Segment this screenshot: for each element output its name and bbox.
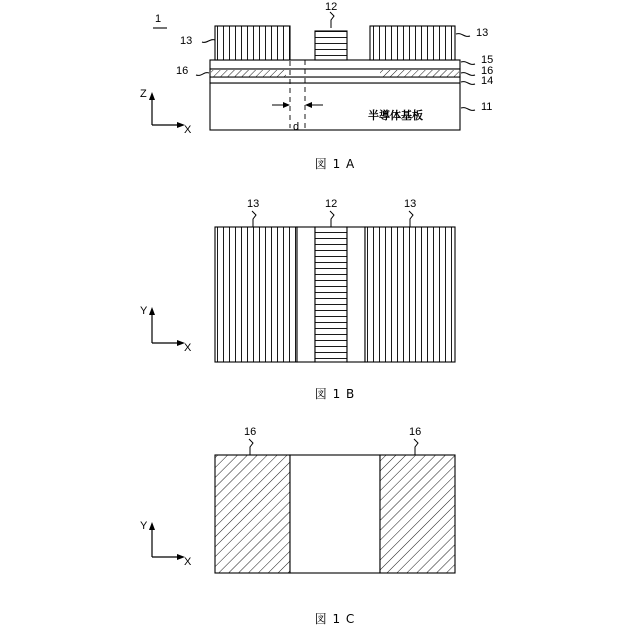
caption-fig1a: 図 1 A xyxy=(314,157,356,171)
figure-1b xyxy=(0,195,640,380)
figure-1a xyxy=(0,0,640,170)
callout-16-right-fig1a: 16 xyxy=(481,65,494,77)
axis-label-y-fig1c: Y xyxy=(140,520,148,532)
callout-14-fig1a: 14 xyxy=(481,75,494,87)
callout-13-left-fig1b: 13 xyxy=(247,198,260,210)
callout-16-left-fig1a: 16 xyxy=(176,65,189,77)
callout-13-left-fig1a: 13 xyxy=(180,35,193,47)
callout-13-right-fig1b: 13 xyxy=(404,198,417,210)
figure-1a-drawing xyxy=(0,0,640,170)
axis-label-z-fig1a: Z xyxy=(140,88,147,100)
axis-label-x-fig1c: X xyxy=(184,556,192,568)
substrate-label: 半導体基板 xyxy=(368,109,423,122)
axis-label-y-fig1b: Y xyxy=(140,305,148,317)
callout-16-left-fig1c: 16 xyxy=(244,426,257,438)
axis-label-x-fig1a: X xyxy=(184,124,192,136)
dimension-label-d: d xyxy=(293,121,300,133)
callout-13-right-fig1a: 13 xyxy=(476,27,489,39)
callout-15-fig1a: 15 xyxy=(481,54,494,66)
callout-11-fig1a: 11 xyxy=(481,101,493,113)
callout-12-fig1b: 12 xyxy=(325,198,338,210)
figure-1c xyxy=(0,425,640,605)
figure-1b-drawing xyxy=(0,195,640,380)
caption-fig1c: 図 1 C xyxy=(314,612,356,626)
figure-1c-drawing xyxy=(0,425,640,605)
callout-16-right-fig1c: 16 xyxy=(409,426,422,438)
device-number-1: 1 xyxy=(155,13,162,25)
callout-12-fig1a: 12 xyxy=(325,1,338,13)
caption-fig1b: 図 1 B xyxy=(314,387,356,401)
axis-label-x-fig1b: X xyxy=(184,342,192,354)
